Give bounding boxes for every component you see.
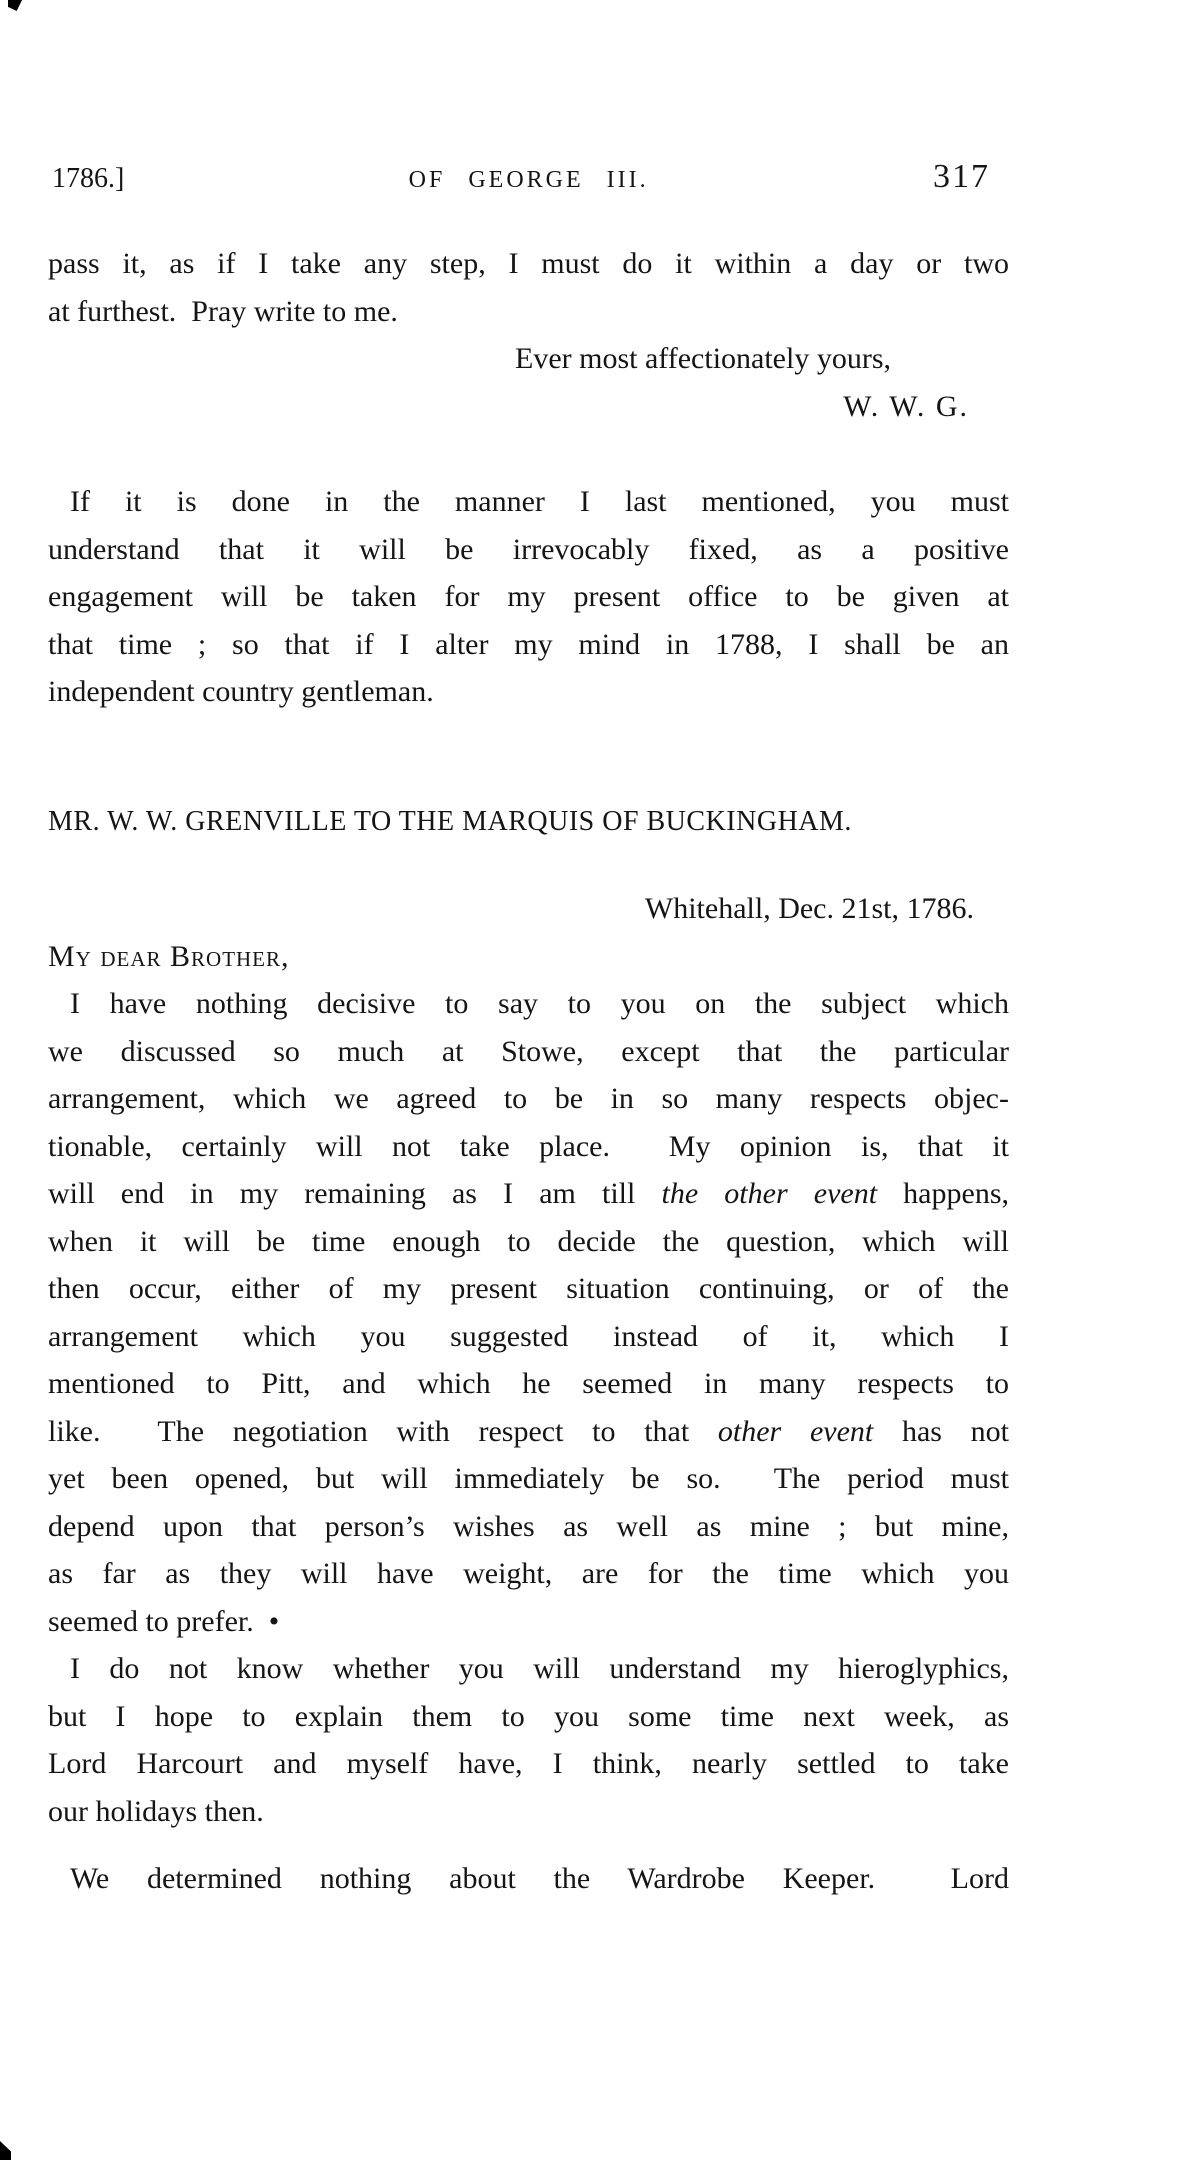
letter-heading: MR. W. W. GRENVILLE TO THE MARQUIS OF BUCKINGHAM. xyxy=(48,805,852,837)
text-line: when it will be time enough to decide the question, which will xyxy=(48,1224,1009,1258)
text-segment: happens, xyxy=(877,1177,1009,1210)
text-line xyxy=(48,1170,1009,1218)
letter-dateline: Whitehall, Dec. 21st, 1786. xyxy=(644,892,974,925)
text-line: our holidays then. xyxy=(48,1794,264,1828)
text-line: I do not know whether you will understand my hieroglyphics, xyxy=(70,1652,1009,1685)
paragraph xyxy=(48,1855,1009,1903)
paragraph xyxy=(48,478,1009,716)
text-line: we discussed so much at Stowe, except that the particular xyxy=(48,1034,1009,1068)
text-line: depend upon that person’s wishes as well as mine ; but mine, xyxy=(48,1509,1009,1543)
text-line: at furthest. Pray write to me. xyxy=(48,294,398,328)
header-page-number: 317 xyxy=(933,158,990,195)
text-line: We determined nothing about the Wardrobe Keeper. Lord xyxy=(70,1862,1009,1895)
text-line: Lord Harcourt and myself have, I think, nearly settled to take xyxy=(48,1747,1009,1780)
scan-artifact-top-left xyxy=(8,0,22,11)
text-line: understand that it will be irrevocably fixed, as a positive xyxy=(48,532,1009,566)
italic-phrase: the other event xyxy=(661,1177,878,1210)
text-line: as far as they will have weight, are for the time which you xyxy=(48,1557,1009,1590)
running-header xyxy=(0,158,1181,196)
letter-grenville-to-buckingham xyxy=(48,798,1009,1903)
text-line: arrangement which you suggested instead of it, which I xyxy=(48,1319,1009,1353)
letter-signature: W. W. G. xyxy=(843,389,969,423)
text-line: arrangement, which we agreed to be in so many respects objec- xyxy=(48,1082,1009,1115)
paragraph xyxy=(48,980,1009,1645)
text-line: I have nothing decisive to say to you on the subject which xyxy=(70,987,1009,1020)
text-line: seemed to prefer. • xyxy=(48,1604,280,1638)
previous-letter-end xyxy=(48,240,1009,716)
letter-salutation: My dear Brother, xyxy=(48,939,290,973)
text-line: yet been opened, but will immediately be so. The period must xyxy=(48,1462,1009,1495)
text-line: then occur, either of my present situation continuing, or of the xyxy=(48,1272,1009,1305)
header-running-title: OF GEORGE III. xyxy=(408,167,649,193)
text-line: engagement will be taken for my present office to be given at xyxy=(48,580,1009,613)
paragraph xyxy=(48,1645,1009,1835)
text-segment: like. The negotiation with respect to that xyxy=(48,1414,718,1448)
text-segment: will end in my remaining as I am till xyxy=(48,1177,662,1210)
text-line: If it is done in the manner I last mentioned, you must xyxy=(70,485,1009,518)
text-line: pass it, as if I take any step, I must do it within a day or two xyxy=(48,247,1009,280)
text-line: tionable, certainly will not take place. My opinion is, that it xyxy=(48,1129,1009,1163)
letter-closing: Ever most affectionately yours, xyxy=(515,342,891,375)
text-line: that time ; so that if I alter my mind in 1788, I shall be an xyxy=(48,627,1009,661)
text-line xyxy=(48,1408,1009,1456)
text-line: but I hope to explain them to you some time next week, as xyxy=(48,1699,1009,1733)
page-body xyxy=(0,240,1181,1903)
italic-phrase: other event xyxy=(717,1414,874,1448)
scan-artifact-bottom-left xyxy=(0,2141,11,2160)
text-segment: has not xyxy=(873,1414,1009,1448)
text-line: mentioned to Pitt, and which he seemed in many respects to xyxy=(48,1367,1009,1400)
header-year-label: 1786.] xyxy=(52,163,125,194)
text-line: independent country gentleman. xyxy=(48,675,434,708)
